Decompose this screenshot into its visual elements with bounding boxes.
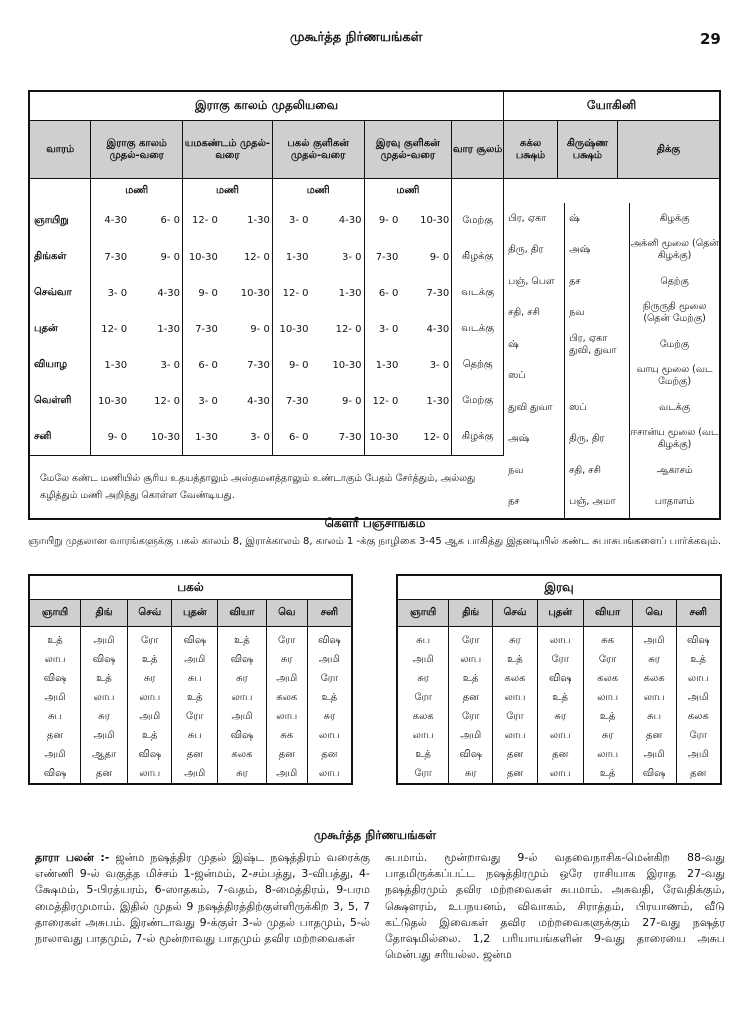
page-title: முகூர்த்த நிர்ணயங்கள் [290, 30, 423, 45]
dikku: ஆகாசம் [656, 464, 693, 476]
yogini-cell [504, 203, 720, 519]
time-range [364, 311, 452, 347]
sukla-paksha: பஞ், பௌ [504, 266, 565, 298]
gauri-day-cell: லாப [128, 764, 172, 784]
col-header-yamagandam: யமகண்டம் முதல்-வரை [183, 120, 273, 179]
gauri-day-cell: அமி [318, 653, 340, 665]
gauri-night-cell: தன [632, 726, 676, 745]
gauri-day-cell: லாப [266, 707, 307, 726]
muhurtha-right-column: சுபமாம். மூன்றாவது 9-ல் வதவைநாசிக-மென்கிற 88-வது பாதமிருக்கப்பட்ட நஷத்திரமும் ஒரே ராசியாக இராத 27-வது நஷத்திரமும் தவிர மற்றவைகள் சுபமாம். அசுவதி, ரேவதிக்கும், க்ஷெளரம், உபநயனம், விவாகம், சிராத்தம், பிரயாணம், வீடு கட்டுதல் இவைகள் தவிர மற்றவைகளுக்கும் 27-வது நஷத்ர தோஷமில்லை. 1,2 பரியாயங்களின் 9-வது தாரையை அசுப மென்பது சரியல்ல. ஜன்ம [385, 851, 725, 962]
dikku: வடக்கு [658, 401, 691, 413]
col-header-night-kuligan: இரவு குளிகன் முதல்-வரை [364, 120, 452, 179]
time-range [364, 383, 452, 419]
time-start: 6- 0 [289, 431, 309, 443]
dikku: பாதாளம் [654, 496, 695, 508]
yogini-table [504, 203, 719, 518]
col-header-rahu: இராகு காலம் முதல்-வரை [91, 120, 183, 179]
gauri-day-cell: தன [172, 745, 218, 764]
gauri-day-cell: ரோ [128, 627, 172, 651]
sukla-paksha: ஷ் [504, 329, 565, 361]
gauri-night-table [396, 574, 722, 785]
gauri-day-cell: ரோ [172, 707, 218, 726]
time-end: 1-30 [157, 323, 181, 335]
tara-balan-label: தாரா பலன் :- [35, 851, 110, 864]
sukla-paksha: அஷ் [504, 423, 565, 455]
sukla-paksha: சதி, சசி [504, 297, 565, 329]
gauri-day-cell: லாப [318, 729, 340, 741]
gauri-day-cell: சுர [266, 650, 307, 669]
time-end: 1-30 [338, 287, 362, 299]
gauri-day-cell: சுப [172, 726, 218, 745]
gauri-night-cell: ரோ [397, 688, 449, 707]
gauri-day-cell: விஷ [29, 669, 80, 688]
gauri-day-cell: அமி [266, 764, 307, 784]
krishna-paksha: நவ [565, 297, 630, 329]
unit-label: மணி [91, 179, 183, 203]
gauri-night-cell: லாப [583, 688, 632, 707]
gauri-night-cell: லாப [583, 745, 632, 764]
gauri-day-cell: விஷ [318, 634, 341, 646]
gauri-night-cell: தன [537, 745, 583, 764]
sukla-paksha: துவி துவா [504, 392, 565, 424]
gauri-day-day-header: செவ் [128, 600, 172, 627]
time-start: 9- 0 [107, 431, 128, 443]
time-end: 10-30 [150, 431, 181, 443]
gauri-day-cell: சுக [266, 726, 307, 745]
gauri-day-title: பகல் [29, 575, 352, 600]
gauri-day-cell: தன [266, 745, 307, 764]
time-range [364, 275, 452, 311]
gauri-night-cell: சுப [632, 707, 676, 726]
unit-label: மணி [272, 179, 364, 203]
gauri-night-cell: உத் [397, 745, 449, 764]
time-end: 12- 0 [423, 431, 450, 443]
gauri-day-day-header: புதன் [172, 600, 218, 627]
time-range [364, 239, 452, 275]
gauri-night-cell: சுர [537, 707, 583, 726]
gauri-night-cell: லாப [397, 726, 449, 745]
gauri-night-cell: சுர [493, 627, 538, 651]
gauri-night-cell: உத் [537, 688, 583, 707]
gauri-day-cell: அமி [266, 669, 307, 688]
vaara-soolam: மேற்கு [452, 383, 504, 419]
dikku: ஈசான்ய மூலை (வட கிழக்கு) [630, 427, 719, 451]
gauri-night-cell: தன [449, 688, 493, 707]
gauri-day-cell: உத் [80, 669, 127, 688]
gauri-night-day-header: ஞாயி [397, 600, 449, 627]
day-name: ஞாயிறு [29, 203, 91, 239]
gauri-day-cell: லாப [318, 767, 340, 779]
gauri-day-cell: உத் [321, 691, 338, 703]
gauri-day-cell: சுர [218, 764, 267, 784]
gauri-night-cell: லாப [632, 688, 676, 707]
time-start: 1-30 [104, 359, 128, 371]
day-name: வெள்ளி [29, 383, 91, 419]
time-end: 3- 0 [160, 359, 181, 371]
gauri-night-day-header: வியா [583, 600, 632, 627]
time-range [183, 239, 273, 275]
gauri-night-cell: உத் [690, 653, 707, 665]
time-end: 6- 0 [160, 215, 181, 227]
gauri-day-day-header: வியா [218, 600, 267, 627]
krishna-paksha: அஷ் [565, 234, 630, 266]
dikku: வாயு மூலை (வட மேற்கு) [636, 364, 713, 388]
page-number: 29 [700, 30, 721, 48]
gauri-night-cell: லாப [493, 726, 538, 745]
time-start: 9- 0 [378, 215, 399, 227]
dikku: மேற்கு [659, 338, 690, 350]
time-end: 7-30 [338, 431, 362, 443]
time-end: 9- 0 [429, 251, 450, 263]
gauri-night-cell: அமி [687, 691, 709, 703]
time-start: 7-30 [285, 395, 309, 407]
time-start: 9- 0 [289, 359, 309, 371]
gauri-day-cell: உத் [29, 627, 80, 651]
gauri-night-cell: சுர [583, 726, 632, 745]
day-name: செவ்வா [29, 275, 91, 311]
time-end: 10-30 [420, 215, 450, 227]
muhurtha-left-text: ஜன்ம நஷத்திர முதல் இஷ்ட நஷத்திரம் வரைக்கு எண்ணி 9-ல் வகுத்த மிச்சம் 1-ஜன்மம், 2-சம்பத்து, 3-விபத்து, 4-க்ஷேமம், 5-பிரத்யரம், 6-ஸாதகம், 7-வதம், 8-மைத்திரம், 9-பரம மைத்திரமுமாம். இதில் முதல் 9 நஷத்திரத்திற்குள்ளிருக்கிற 3, 5, 7 தாரைகள் அசுபம். இரண்டாவது 9-க்குள் 3-ல் முதல் பாதமும், 5-ல் நாலாவது பாதமும், 7-ல் மூன்றாவது பாதமும் தவிர மற்றவைகள் [35, 851, 371, 946]
gauri-day-cell: விஷ [80, 650, 127, 669]
krishna-paksha: சதி, சசி [565, 455, 630, 487]
gauri-day-cell: உத் [128, 650, 172, 669]
time-start: 10-30 [369, 431, 399, 443]
gauri-night-cell: விஷ [632, 764, 676, 784]
gauri-day-cell: விஷ [128, 745, 172, 764]
time-start: 12- 0 [282, 287, 309, 299]
day-name: புதன் [29, 311, 91, 347]
krishna-paksha: தச [565, 266, 630, 298]
gauri-day-cell: லாப [128, 688, 172, 707]
gauri-day-cell: சுர [218, 669, 267, 688]
gauri-day-cell: அமி [29, 688, 80, 707]
vaara-soolam: வடக்கு [452, 311, 504, 347]
gauri-night-cell: லாப [537, 627, 583, 651]
dikku: கிழக்கு [659, 212, 690, 224]
time-range [272, 311, 364, 347]
unit-label: மணி [364, 179, 452, 203]
gauri-night-cell: ரோ [449, 627, 493, 651]
col-header-krishna: கிருஷ்ண பக்ஷம் [557, 120, 617, 179]
gauri-day-cell: உத் [218, 627, 267, 651]
krishna-paksha: பஞ், அமா [565, 486, 630, 518]
time-start: 7-30 [195, 323, 218, 335]
gauri-night-cell: சுப [397, 627, 449, 651]
day-name: சனி [29, 420, 91, 456]
gauri-day-cell: ரோ [266, 627, 307, 651]
gauri-day-cell: தன [321, 748, 338, 760]
time-start: 3- 0 [107, 287, 128, 299]
time-range [364, 347, 452, 383]
gauri-night-day-header: வெ [632, 600, 676, 627]
table-note: மேலே கண்ட மணியில் சூரிய உதயத்தாலும் அஸ்தமனத்தாலும் உண்டாகும் பேதம் சேர்த்தும், அல்லது கழித்தும் மணி அறிந்து கொள்ள வேண்டியது. [29, 456, 504, 519]
time-start: 10-30 [188, 251, 218, 263]
gauri-night-cell: விஷ [537, 669, 583, 688]
gauri-night-cell: லாப [537, 726, 583, 745]
krishna-paksha: ஷ் [565, 203, 630, 235]
time-start: 7-30 [375, 251, 399, 263]
dikku: அக்னி மூலை (தென் கிழக்கு) [630, 238, 719, 262]
gauri-day-cell: விஷ [218, 726, 267, 745]
gauri-night-cell: லாப [449, 650, 493, 669]
gauri-day-cell: தன [80, 764, 127, 784]
time-start: 3- 0 [378, 323, 399, 335]
gauri-day-cell: கலக [266, 688, 307, 707]
gauri-day-day-header: ஞாயி [29, 600, 80, 627]
vaara-soolam: கிழக்கு [452, 239, 504, 275]
rahu-table-title: இராகு காலம் முதலியவை [29, 91, 504, 120]
day-name: வியாழ [29, 347, 91, 383]
gauri-night-cell: ரோ [583, 650, 632, 669]
krishna-paksha [565, 360, 630, 392]
krishna-paksha: பிர, ஏகா துவி, துவா [565, 329, 630, 361]
gauri-day-cell: சுர [128, 669, 172, 688]
gauri-day-cell: சுப [29, 707, 80, 726]
time-end: 12- 0 [335, 323, 362, 335]
gauri-day-cell: உத் [128, 726, 172, 745]
time-end: 10-30 [332, 359, 362, 371]
time-range [272, 203, 364, 239]
time-range [183, 311, 273, 347]
gauri-night-day-header: புதன் [537, 600, 583, 627]
gauri-day-cell: ரோ [320, 672, 339, 684]
gauri-night-cell: அமி [687, 748, 709, 760]
gauri-night-cell: ரோ [689, 729, 708, 741]
gauri-day-day-header: திங் [80, 600, 127, 627]
gauri-night-cell: ரோ [493, 707, 538, 726]
dikku: தெற்கு [660, 275, 689, 287]
time-end: 9- 0 [160, 251, 181, 263]
time-range [91, 203, 183, 239]
time-end: 4-30 [247, 395, 270, 407]
time-start: 12- 0 [101, 323, 128, 335]
time-range [364, 203, 452, 239]
gauri-day-cell: சுர [80, 707, 127, 726]
gauri-night-cell: அமி [632, 745, 676, 764]
gauri-day-cell: அமி [218, 707, 267, 726]
gauri-night-cell: லாப [537, 764, 583, 784]
gauri-day-cell: லாப [29, 650, 80, 669]
gauri-note: ஞாயிறு முதலான வாரங்களுக்கு பகல் காலம் 8, இராக்காலம் 8, காலம் 1 -க்கு நாழிகை 3-45 ஆக பாகித்து இதனடியில் கண்ட சுபாசுபங்களைப் பார்க்கவும். [28, 536, 722, 547]
time-start: 3- 0 [289, 215, 309, 227]
col-header-kuligan: பகல் குளிகன் முதல்-வரை [272, 120, 364, 179]
rahu-kalam-table [28, 90, 721, 520]
gauri-day-cell: சுப [172, 669, 218, 688]
time-start: 1-30 [375, 359, 399, 371]
muhurtha-left-column [35, 850, 370, 947]
time-end: 3- 0 [429, 359, 450, 371]
gauri-night-cell: அமி [397, 650, 449, 669]
time-start: 12- 0 [192, 215, 218, 227]
gauri-night-cell: சுர [449, 764, 493, 784]
gauri-day-cell: லாப [80, 688, 127, 707]
time-start: 6- 0 [378, 287, 399, 299]
gauri-day-day-header: வெ [266, 600, 307, 627]
gauri-night-cell: அமி [632, 627, 676, 651]
time-range [183, 275, 273, 311]
krishna-paksha: திரு, திர [565, 423, 630, 455]
time-range [272, 347, 364, 383]
gauri-day-cell: ஆதா [80, 745, 127, 764]
gauri-day-cell: அமி [29, 745, 80, 764]
time-end: 9- 0 [341, 395, 362, 407]
vaara-soolam: வடக்கு [452, 275, 504, 311]
gauri-day-cell: அமி [172, 650, 218, 669]
gauri-day-cell: விஷ [172, 627, 218, 651]
col-header-soolam: வார சூலம் [452, 120, 504, 179]
time-start: 12- 0 [372, 395, 399, 407]
gauri-night-day-header: செவ் [493, 600, 538, 627]
gauri-day-cell: அமி [172, 764, 218, 784]
gauri-night-cell: விஷ [686, 634, 710, 646]
time-end: 4-30 [338, 215, 362, 227]
time-end: 7-30 [247, 359, 270, 371]
time-range [183, 347, 273, 383]
time-end: 10-30 [240, 287, 270, 299]
time-end: 9- 0 [250, 323, 270, 335]
unit-label: மணி [183, 179, 273, 203]
gauri-night-cell: சுர [632, 650, 676, 669]
unit-spacer [29, 179, 91, 203]
time-end: 12- 0 [154, 395, 181, 407]
gauri-night-cell: தன [690, 767, 707, 779]
gauri-night-cell: ரோ [537, 650, 583, 669]
gauri-night-cell: உத் [449, 669, 493, 688]
gauri-day-cell: அமி [128, 707, 172, 726]
time-range [272, 275, 364, 311]
time-range [91, 275, 183, 311]
time-range [91, 347, 183, 383]
gauri-night-cell: விஷ [449, 745, 493, 764]
dikku: நிருருதி மூலை (தென் மேற்கு) [642, 301, 707, 325]
time-end: 7-30 [426, 287, 450, 299]
time-start: 10-30 [98, 395, 128, 407]
time-start: 3- 0 [198, 395, 218, 407]
time-end: 1-30 [426, 395, 450, 407]
gauri-night-cell: லாப [493, 688, 538, 707]
time-end: 12- 0 [243, 251, 270, 263]
time-start: 9- 0 [198, 287, 218, 299]
gauri-night-cell: கலக [397, 707, 449, 726]
gauri-day-cell: கலக [218, 745, 267, 764]
krishna-paksha: ஸப் [565, 392, 630, 424]
sukla-paksha: பிர, ஏகா [504, 203, 565, 235]
gauri-night-cell: உத் [493, 650, 538, 669]
time-range [272, 420, 364, 456]
gauri-night-cell: ரோ [397, 764, 449, 784]
sukla-paksha: திரு, திர [504, 234, 565, 266]
gauri-night-cell: கலக [687, 710, 709, 722]
vaara-soolam: மேற்கு [452, 203, 504, 239]
sukla-paksha: ஸப் [504, 360, 565, 392]
gauri-day-cell: உத் [172, 688, 218, 707]
gauri-day-table [28, 574, 353, 785]
time-start: 1-30 [195, 431, 218, 443]
yogini-title: யோகினி [504, 91, 720, 120]
gauri-day-cell: அமி [80, 627, 127, 651]
time-start: 6- 0 [198, 359, 218, 371]
day-name: திங்கள் [29, 239, 91, 275]
gauri-night-day-header: திங் [449, 600, 493, 627]
gauri-day-cell: லாப [218, 688, 267, 707]
time-end: 1-30 [247, 215, 270, 227]
gauri-night-cell: உத் [583, 764, 632, 784]
vaara-soolam: கிழக்கு [452, 420, 504, 456]
gauri-day-cell: தன [29, 726, 80, 745]
time-range [91, 311, 183, 347]
gauri-night-cell: தன [493, 764, 538, 784]
time-range [183, 203, 273, 239]
time-range [91, 383, 183, 419]
vaara-soolam: தெற்கு [452, 347, 504, 383]
col-header-dikku: திக்கு [617, 120, 720, 179]
col-header-vaaram: வாரம் [29, 120, 91, 179]
sukla-paksha: நவ [504, 455, 565, 487]
gauri-night-cell: சுர [397, 669, 449, 688]
gauri-day-cell: விஷ [29, 764, 80, 784]
time-start: 10-30 [279, 323, 309, 335]
sukla-paksha: தச [504, 486, 565, 518]
gauri-day-day-header: சனி [307, 600, 352, 627]
gauri-night-cell: உத் [583, 707, 632, 726]
time-end: 4-30 [426, 323, 450, 335]
gauri-night-cell: கலக [493, 669, 538, 688]
gauri-night-cell: சுக [583, 627, 632, 651]
time-start: 7-30 [104, 251, 128, 263]
gauri-title: கௌரீ பஞ்சாங்கம் [324, 516, 426, 530]
time-end: 3- 0 [341, 251, 362, 263]
gauri-night-cell: அமி [449, 726, 493, 745]
time-range [272, 239, 364, 275]
time-start: 4-30 [104, 215, 128, 227]
time-range [91, 420, 183, 456]
gauri-night-cell: லாப [687, 672, 709, 684]
time-range [183, 383, 273, 419]
gauri-day-cell: அமி [80, 726, 127, 745]
time-end: 4-30 [157, 287, 181, 299]
time-range [364, 420, 452, 456]
time-range [91, 239, 183, 275]
time-start: 1-30 [285, 251, 309, 263]
gauri-night-cell: ரோ [449, 707, 493, 726]
time-range [183, 420, 273, 456]
time-end: 3- 0 [250, 431, 270, 443]
gauri-day-cell: சுர [323, 710, 336, 722]
gauri-night-cell: தன [493, 745, 538, 764]
muhurtha-title: முகூர்த்த நிர்ணயங்கள் [313, 828, 437, 842]
gauri-day-cell: விஷ [218, 650, 267, 669]
gauri-night-title: இரவு [397, 575, 721, 600]
gauri-night-day-header: சனி [676, 600, 721, 627]
col-header-sukla: சுக்ல பக்ஷம் [504, 120, 558, 179]
time-range [272, 383, 364, 419]
unit-spacer [452, 179, 504, 203]
gauri-night-cell: கலக [583, 669, 632, 688]
gauri-night-cell: கலக [632, 669, 676, 688]
